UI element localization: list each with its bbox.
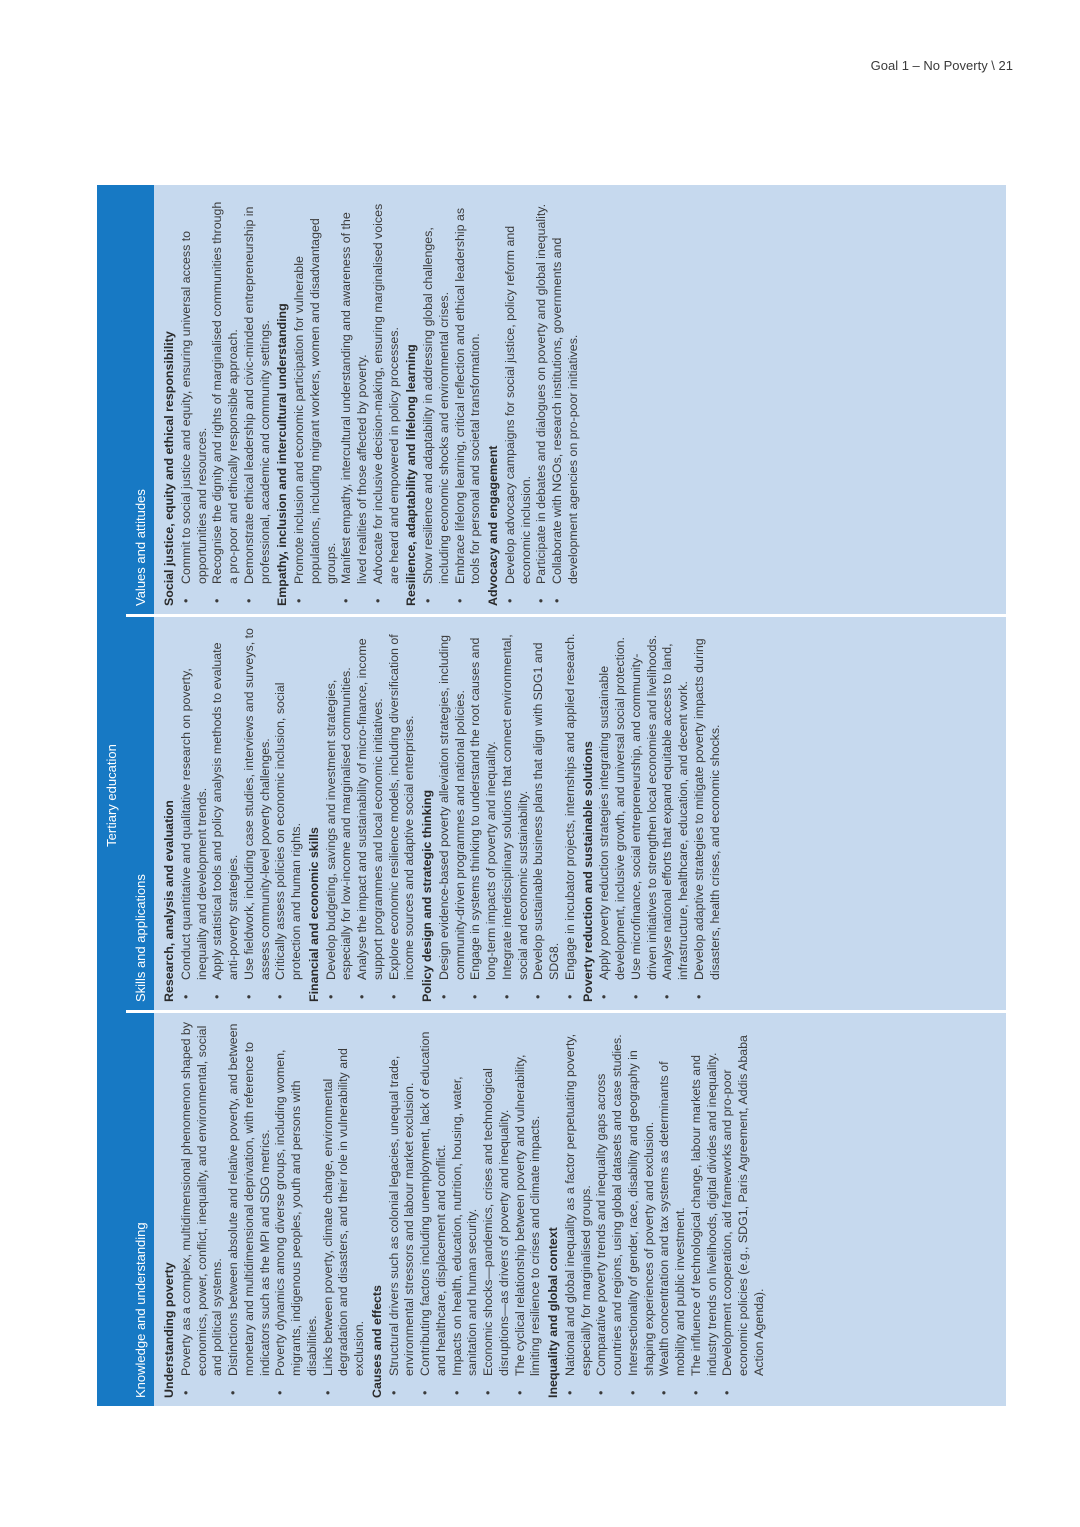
list-item: • Collaborate with NGOs, research institutions, governments and development agencies on pro-poor initiatives. <box>550 193 582 606</box>
list-item: • Show resilience and adaptability in addressing global challenges, including economic shocks and environmental crises. <box>421 193 453 606</box>
list-item: • The cyclical relationship between poverty and vulnerability, limiting resilience to crises and climate impacts. <box>513 1021 545 1398</box>
column-header-skills: Skills and applications <box>126 617 154 1010</box>
list-item: • Explore economic resilience models, including diversification of income sources and adaptive social enterprises. <box>387 625 419 1002</box>
bullet-list <box>421 193 484 606</box>
list-item: • Economic shocks—pandemics, crises and technological disruptions—as drivers of poverty and inequality. <box>481 1021 513 1398</box>
list-item: • Promote inclusion and economic participation for vulnerable populations, including migrant workers, women and disadvantaged groups. <box>292 193 339 606</box>
list-item: • Manifest empathy, intercultural understanding and awareness of the lived realities of those affected by poverty. <box>339 193 371 606</box>
list-item: • National and global inequality as a factor perpetuating poverty, especially for marginalised groups. <box>563 1021 595 1398</box>
list-item: • The influence of technological change, labour markets and industry trends on livelihoods, digital divides and inequality. <box>689 1021 721 1398</box>
list-item: • Embrace lifelong learning, critical reflection and ethical leadership as tools for personal and societal transformation. <box>453 193 485 606</box>
education-level-band <box>97 185 126 1406</box>
bullet-list <box>437 625 579 1002</box>
section-heading: Financial and economic skills <box>306 827 321 1002</box>
section-heading: Policy design and strategic thinking <box>420 789 434 1002</box>
bullet-list <box>324 625 419 1002</box>
section-heading: Inequality and global context <box>546 1227 560 1398</box>
list-item: • Poverty dynamics among diverse groups, including women, migrants, indigenous peoples, youth and persons with disabilities. <box>273 1021 320 1398</box>
section-heading: Social justice, equity and ethical responsibility <box>162 331 176 606</box>
list-item: • Conduct quantitative and qualitative research on poverty, inequality and development trends. <box>179 625 211 1002</box>
list-item: • Structural drivers such as colonial legacies, unequal trade, environmental stressors and labour market exclusion. <box>387 1021 419 1398</box>
bullet-list <box>179 193 274 606</box>
page-header: Goal 1 – No Poverty \ 21 <box>870 58 1013 73</box>
list-item: • Intersectionality of gender, race, disability and geography in shaping experiences of poverty and exclusion. <box>626 1021 658 1398</box>
column-header-values: Values and attitudes <box>126 185 154 614</box>
bullet-list <box>503 193 582 606</box>
bullet-list <box>597 625 723 1002</box>
list-item: • Development cooperation, aid frameworks and pro-poor economic policies (e.g., SDG1, Paris Agreement, Addis Ababa Action Agenda). <box>720 1021 767 1398</box>
list-item: • Use fieldwork, including case studies, interviews and surveys, to assess community-level poverty challenges. <box>242 625 274 1002</box>
values-column <box>154 185 1006 614</box>
list-item: • Recognise the dignity and rights of marginalised communities through a pro-poor and ethically responsible approach. <box>210 193 242 606</box>
section-heading: Advocacy and engagement <box>486 445 500 606</box>
section-heading: Empathy, inclusion and intercultural understanding <box>275 303 290 606</box>
skills-column <box>154 617 1006 1010</box>
table-header-row <box>126 185 154 1406</box>
section-heading: Research, analysis and evaluation <box>162 800 176 1002</box>
section-heading: Resilience, adaptability and lifelong learning <box>404 344 419 606</box>
list-item: • Use microfinance, social entrepreneurship, and community-driven initiatives to strengthen local economies and livelihoods. <box>629 625 661 1002</box>
list-item: • Poverty as a complex, multidimensional phenomenon shaped by economics, power, conflict, inequality, and environmental, social and political systems. <box>179 1021 226 1398</box>
knowledge-column <box>154 1013 1006 1406</box>
list-item: • Wealth concentration and tax systems as determinants of mobility and public investment. <box>657 1021 689 1398</box>
list-item: • Critically assess policies on economic inclusion, social protection and human rights. <box>273 625 305 1002</box>
bullet-list <box>563 1021 768 1398</box>
list-item: • Links between poverty, climate change, environmental degradation and disasters, and their role in vulnerability and exclusion. <box>321 1021 368 1398</box>
list-item: • Distinctions between absolute and relative poverty, and between monetary and multidimensional deprivation, with reference to indicators such as the MPI and SDG metrics. <box>226 1021 273 1398</box>
bullet-list <box>179 1021 368 1398</box>
list-item: • Analyse the impact and sustainability of micro-finance, income support programmes and local economic initiatives. <box>355 625 387 1002</box>
list-item: • Apply statistical tools and policy analysis methods to evaluate anti-poverty strategies. <box>210 625 242 1002</box>
section-heading: Causes and effects <box>369 1285 384 1398</box>
competency-table <box>97 185 1006 1406</box>
list-item: • Develop budgeting, savings and investment strategies, especially for low-income and marginalised communities. <box>324 625 356 1002</box>
list-item: • Advocate for inclusive decision-making, ensuring marginalised voices are heard and empowered in policy processes. <box>371 193 403 606</box>
list-item: • Comparative poverty trends and inequality gaps across countries and regions, using global datasets and case studies. <box>594 1021 626 1398</box>
list-item: • Contributing factors including unemployment, lack of education and healthcare, displacement and conflict. <box>418 1021 450 1398</box>
bullet-list <box>292 193 402 606</box>
column-header-knowledge: Knowledge and understanding <box>126 1013 154 1406</box>
section-heading: Poverty reduction and sustainable solutions <box>580 741 595 1002</box>
education-level-label: Tertiary education <box>104 744 119 847</box>
list-item: • Demonstrate ethical leadership and civic-minded entrepreneurship in professional, academic and community settings. <box>242 193 274 606</box>
list-item: • Engage in incubator projects, internships and applied research. <box>563 625 579 1002</box>
list-item: • Impacts on health, education, nutrition, housing, water, sanitation and human security. <box>450 1021 482 1398</box>
list-item: • Develop adaptive strategies to mitigate poverty impacts during disasters, health crises, and economic shocks. <box>692 625 724 1002</box>
list-item: • Commit to social justice and equity, ensuring universal access to opportunities and resources. <box>179 193 211 606</box>
list-item: • Integrate interdisciplinary solutions that connect environmental, social and economic sustainability. <box>500 625 532 1002</box>
list-item: • Analyse national efforts that expand equitable access to land, infrastructure, healthcare, education, and decent work. <box>660 625 692 1002</box>
table-body <box>154 185 1006 1406</box>
section-heading: Understanding poverty <box>162 1262 176 1398</box>
list-item: • Develop sustainable business plans that align with SDG1 and SDG8. <box>531 625 563 1002</box>
list-item: • Engage in systems thinking to understand the root causes and long-term impacts of poverty and inequality. <box>468 625 500 1002</box>
list-item: • Design evidence-based poverty alleviation strategies, including community-driven programmes and national policies. <box>437 625 469 1002</box>
list-item: • Apply poverty reduction strategies integrating sustainable development, inclusive growth, and universal social protection. <box>597 625 629 1002</box>
bullet-list <box>179 625 305 1002</box>
list-item: • Develop advocacy campaigns for social justice, policy reform and economic inclusion. <box>503 193 535 606</box>
bullet-list <box>387 1021 545 1398</box>
list-item: • Participate in debates and dialogues on poverty and global inequality. <box>534 193 550 606</box>
